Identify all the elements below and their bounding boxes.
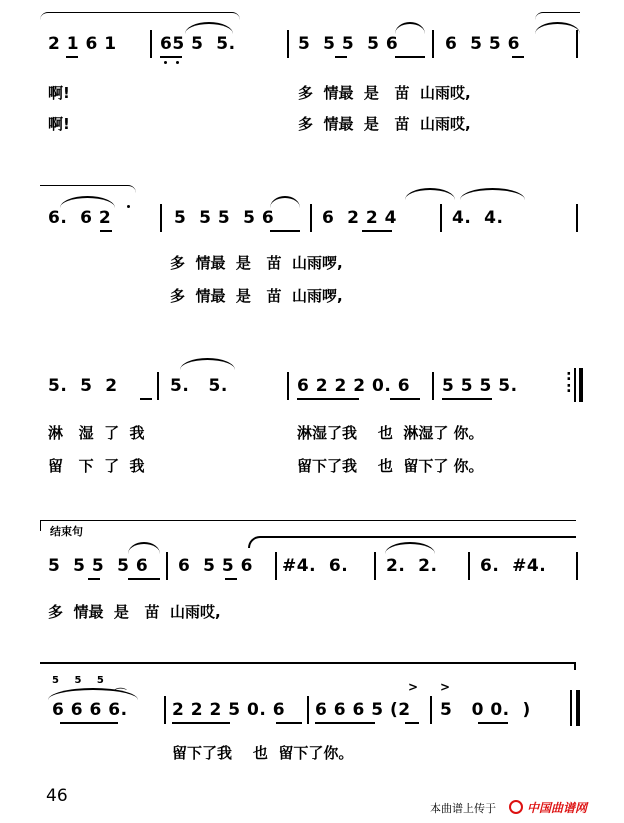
upload-text: 本曲谱上传于 (430, 802, 496, 815)
underline (60, 722, 118, 724)
underline (88, 578, 100, 580)
barline (157, 372, 159, 400)
barline (307, 696, 309, 724)
lyric-line: 啊! (48, 115, 70, 133)
underline (128, 578, 160, 580)
barline (164, 696, 166, 724)
underline (405, 722, 419, 724)
barline (275, 552, 277, 580)
underline (297, 398, 359, 400)
underline (512, 56, 524, 58)
measure-notes: 65 5 5. (160, 34, 236, 54)
measure-notes: 5. 5 2 (48, 376, 118, 396)
measure-notes: 6 5 5 6 (445, 34, 520, 54)
measure-notes: 5. 5. (170, 376, 228, 396)
lyric-line: 留下了我 也 留下了 你。 (297, 457, 484, 475)
underline (276, 722, 302, 724)
bracket-end (574, 662, 576, 670)
slur (460, 188, 525, 200)
barline (576, 204, 578, 232)
high-octave-dot (127, 205, 130, 208)
measure-notes: 2. 2. (386, 556, 438, 576)
tie-line (288, 536, 576, 538)
lyric-line: 多 情最 是 苗 山雨哎, (298, 84, 471, 102)
barline (576, 30, 578, 58)
grace-notes: 5 5 5 (52, 675, 110, 686)
underline (335, 56, 347, 58)
underline (225, 578, 237, 580)
lyric-line: 多 情最 是 苗 山雨啰, (170, 287, 343, 305)
lyric-line: 啊! (48, 84, 70, 102)
measure-notes: 2 1 6 1 (48, 34, 117, 54)
site-brand[interactable]: 中国曲谱网 (527, 801, 588, 815)
slur (180, 358, 235, 370)
tie-bracket (40, 185, 136, 196)
measure-notes: #4. 6. (282, 556, 349, 576)
section-label: 结束句 (50, 525, 83, 538)
accent-mark: > (440, 680, 451, 694)
barline (432, 30, 434, 58)
measure-notes: 5 0 0. ) (440, 700, 531, 720)
low-octave-dot (164, 61, 167, 64)
underline (160, 56, 182, 58)
site-logo-icon (509, 800, 523, 814)
barline (570, 690, 572, 726)
underline (315, 722, 375, 724)
lyric-line: 留下了我 也 留下了你。 (172, 744, 354, 762)
barline (150, 30, 152, 58)
final-barline (579, 368, 583, 402)
underline (390, 398, 420, 400)
slur (405, 188, 455, 200)
measure-notes: 6 2 2 2 0. 6 (297, 376, 411, 396)
underline (478, 722, 508, 724)
tie-line (40, 662, 575, 664)
measure-notes: 6 5 5 6 (178, 556, 253, 576)
measure-notes: 6 6 6 5 (2 (315, 700, 411, 720)
slur (535, 22, 580, 34)
final-barline (576, 690, 580, 726)
measure-notes: 6. 6 2 (48, 208, 112, 228)
accent-mark: > (408, 680, 419, 694)
underline (270, 230, 300, 232)
slur (185, 22, 233, 34)
barline (468, 552, 470, 580)
lyric-line: 多 情最 是 苗 山雨哎, (48, 603, 221, 621)
measure-notes: 6. #4. (480, 556, 547, 576)
slur (385, 542, 435, 554)
barline (440, 204, 442, 232)
measure-notes: 5 5 5 5 6 (48, 556, 149, 576)
lyric-line: 淋湿了我 也 淋湿了 你。 (297, 424, 484, 442)
underline (442, 398, 492, 400)
barline (310, 204, 312, 232)
barline (287, 372, 289, 400)
barline (574, 368, 576, 402)
lyric-line: 淋 湿 了 我 (48, 424, 145, 442)
underline (172, 722, 230, 724)
measure-notes: 5 5 5 5. (442, 376, 518, 396)
measure-notes: 5 5 5 5 6 (174, 208, 275, 228)
measure-notes: 6 2 2 4 (322, 208, 397, 228)
barline (576, 552, 578, 580)
lyric-line: 多 情最 是 苗 山雨哎, (298, 115, 471, 133)
barline (166, 552, 168, 580)
slur (395, 22, 425, 34)
barline (432, 372, 434, 400)
barline (374, 552, 376, 580)
slur (60, 196, 115, 208)
underline (66, 56, 78, 58)
barline (287, 30, 289, 58)
slur (270, 196, 300, 208)
low-octave-dot (176, 61, 179, 64)
underline (100, 230, 112, 232)
barline (160, 204, 162, 232)
measure-notes: 4. 4. (452, 208, 504, 228)
measure-notes: 2 2 2 5 0. 6 (172, 700, 286, 720)
lyric-line: 留 下 了 我 (48, 457, 145, 475)
slur (248, 536, 290, 548)
barline (430, 696, 432, 724)
underline (395, 56, 425, 58)
fermata-icon: ⌒ (114, 688, 128, 703)
underline (140, 398, 152, 400)
section-bracket (40, 520, 576, 531)
page-number: 46 (46, 786, 68, 806)
repeat-dots: : : (566, 368, 573, 396)
lyric-line: 多 情最 是 苗 山雨啰, (170, 254, 343, 272)
underline (362, 230, 392, 232)
slur (128, 542, 160, 554)
measure-notes: 6 6 6 6. (52, 700, 128, 720)
measure-notes: 5 5 5 5 6 (298, 34, 399, 54)
